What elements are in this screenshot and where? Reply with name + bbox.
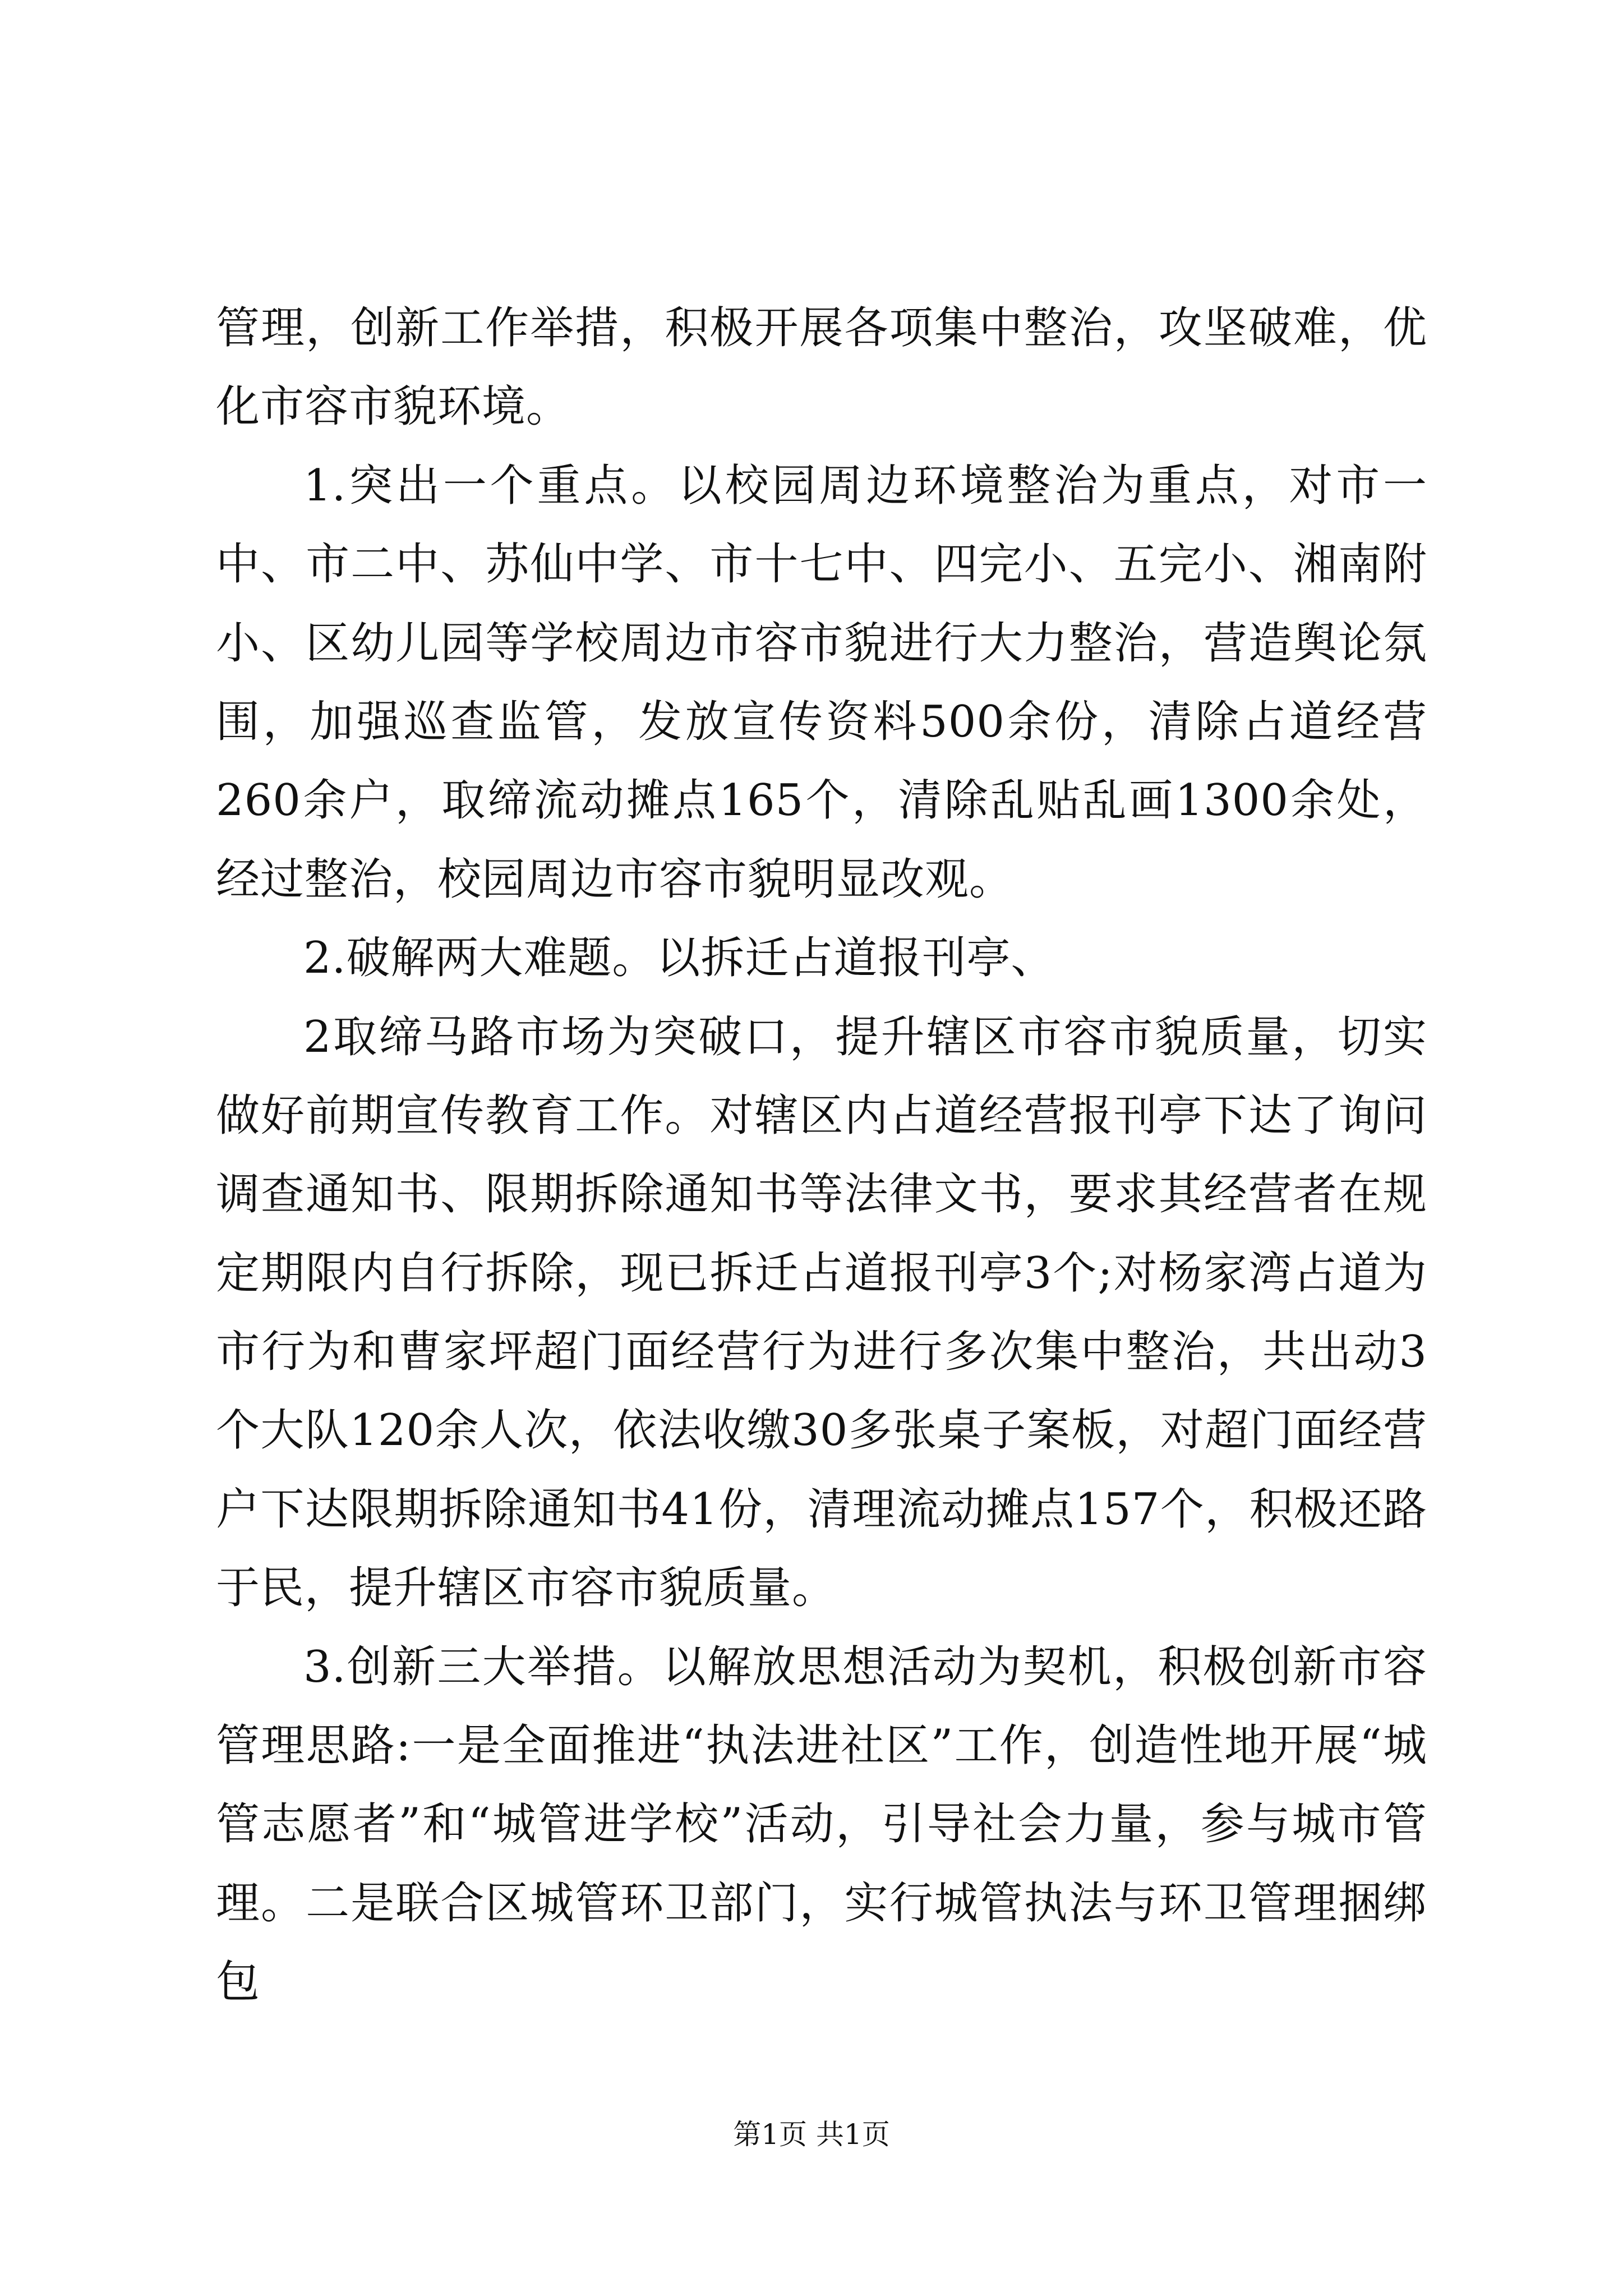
page-number-footer: 第1页 共1页 [733,2118,890,2151]
document-body [216,289,1427,2022]
paragraph-item-3: 3.创新三大举措。以解放思想活动为契机，积极创新市容管理思路:一是全面推进“执法进社区”工作，创造性地开展“城管志愿者”和“城管进学校”活动，引导社会力量，参与城市管理。二是联合区城管环卫部门，实行城管执法与环卫管理捆绑包 [216,1641,1427,2008]
paragraph-continuation: 管理，创新工作举措，积极开展各项集中整治，攻坚破难，优化市容市貌环境。 [216,303,1427,432]
paragraph-item-2: 2.破解两大难题。以拆迁占道报刊亭、 [303,933,1055,984]
paragraph-item-2-continued: 2取缔马路市场为突破口，提升辖区市容市貌质量，切实做好前期宣传教育工作。对辖区内占道经营报刊亭下达了询问调查通知书、限期拆除通知书等法律文书，要求其经营者在规定期限内自行拆除，现已拆迁占道报刊亭3个;对杨家湾占道为市行为和曹家坪超门面经营行为进行多次集中整治，共出动3个大队120余人次，依法收缴30多张桌子案板，对超门面经营户下达限期拆除通知书41份，清理流动摊点157个，积极还路于民，提升辖区市容市貌质量。 [216,1011,1427,1614]
paragraph-item-1: 1.突出一个重点。以校园周边环境整治为重点，对市一中、市二中、苏仙中学、市十七中、四完小、五完小、湘南附小、区幼儿园等学校周边市容市貌进行大力整治，营造舆论氛围，加强巡查监管，发放宣传资料500余份，清除占道经营260余户，取缔流动摊点165个，清除乱贴乱画1300余处，经过整治，校园周边市容市貌明显改观。 [216,460,1427,905]
